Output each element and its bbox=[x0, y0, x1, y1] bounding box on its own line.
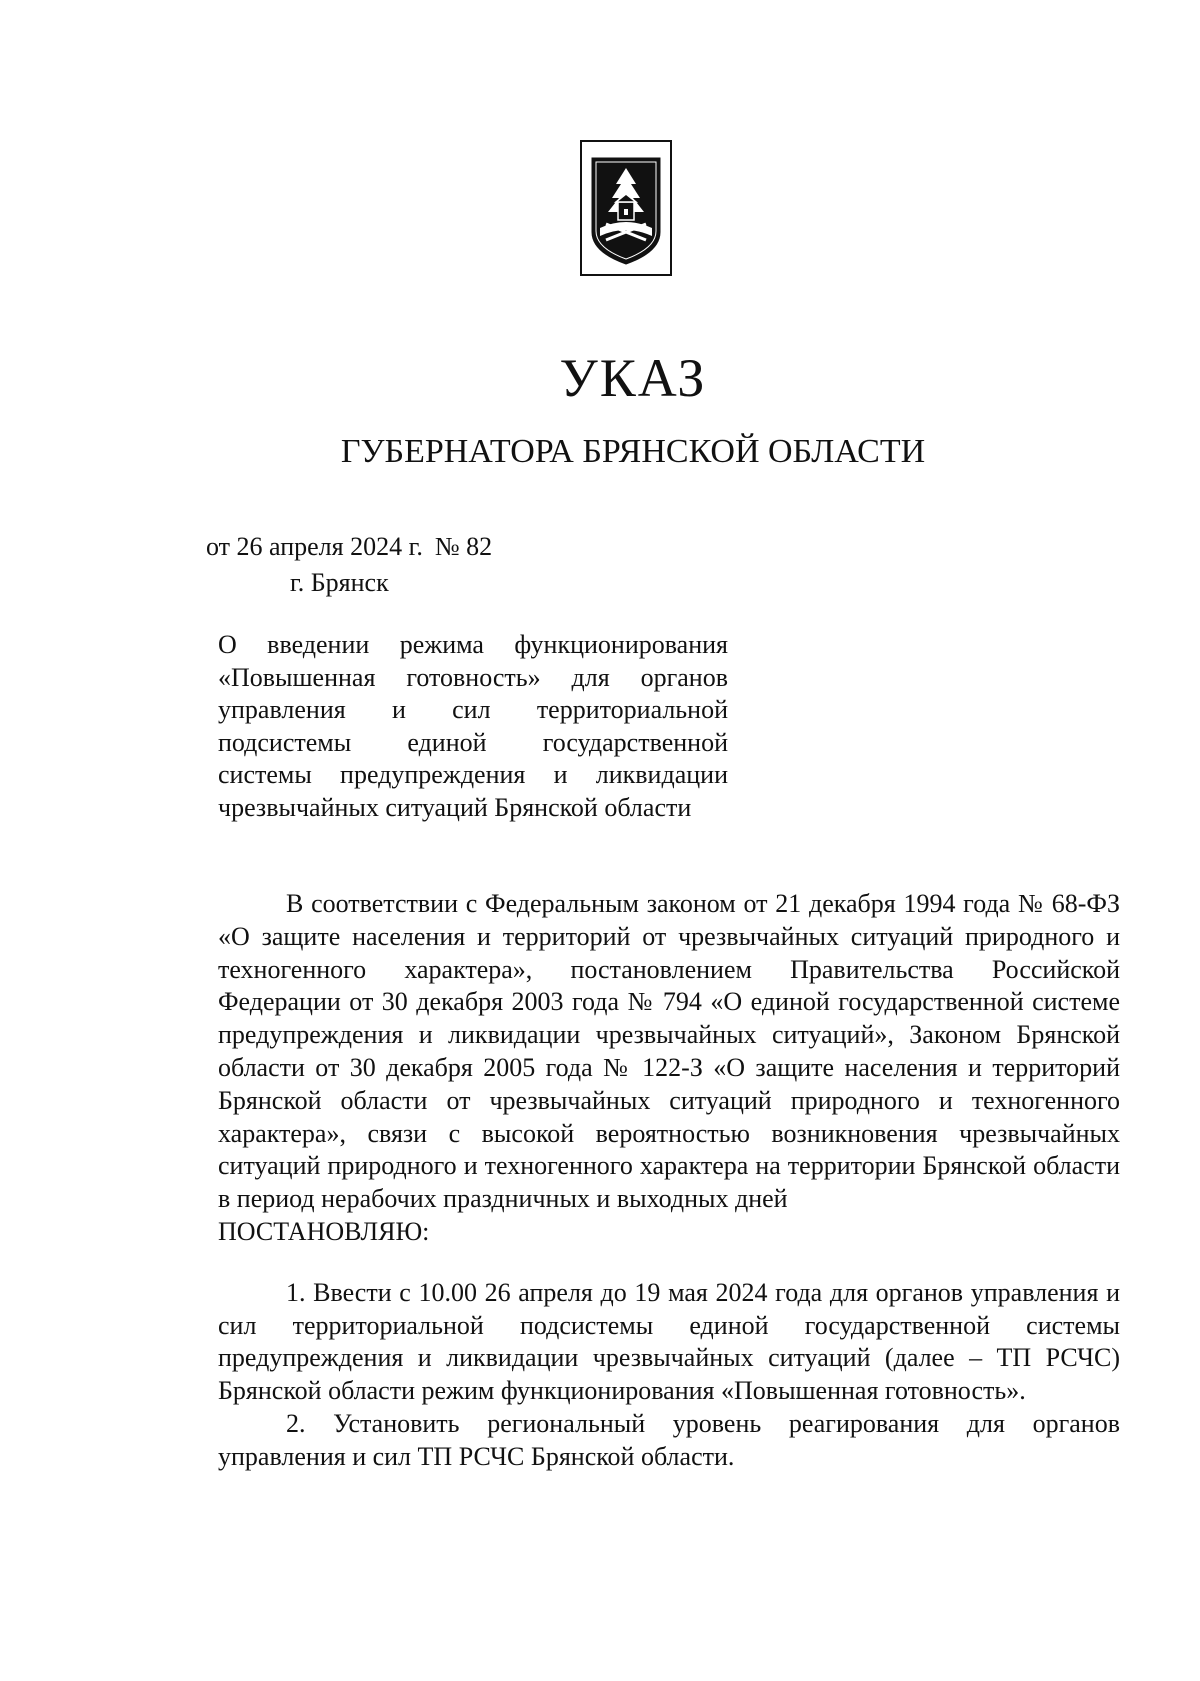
document-date: от 26 апреля 2024 г. bbox=[206, 532, 423, 561]
document-subtitle: ГУБЕРНАТОРА БРЯНСКОЙ ОБЛАСТИ bbox=[340, 433, 926, 470]
document-date-line bbox=[206, 530, 492, 564]
document-number: № 82 bbox=[434, 532, 493, 561]
document-body bbox=[218, 888, 1120, 1474]
bryansk-coat-of-arms-icon bbox=[580, 140, 672, 276]
paragraph-spacer bbox=[218, 1249, 1120, 1277]
document-title: УКАЗ bbox=[559, 348, 707, 408]
document-city: г. Брянск bbox=[290, 568, 389, 597]
preamble-paragraph: В соответствии с Федеральным законом от 21 декабря 1994 года № 68-ФЗ «О защите населения и территорий от чрезвычайных ситуаций природного и техногенного характера», постановлением Правительства Российской Федерации от 30 декабря 2003 года № 794 «О единой государственной системе предупреждения и ликвидации чрезвычайных ситуаций», Законом Брянской области от 30 декабря 2005 года № 122-З «О защите населения и территорий Брянской области от чрезвычайных ситуаций природного и техногенного характера», связи с высокой вероятностью возникновения чрезвычайных ситуаций природного и техногенного характера на территории Брянской области в период нерабочих праздничных и выходных дней bbox=[218, 889, 1120, 1214]
resolve-heading: ПОСТАНОВЛЯЮ: bbox=[218, 1216, 430, 1246]
decree-item-1: 1. Ввести с 10.00 26 апреля до 19 мая 2024 года для органов управления и сил территориальной подсистемы единой государственной системы предупреждения и ликвидации чрезвычайных ситуаций (далее – ТП РСЧС) Брянской области режим функционирования «Повышенная готовность». bbox=[218, 1277, 1120, 1406]
document-subject: О введении режима функционирования «Повышенная готовность» для органов управления и сил территориальной подсистемы единой государственной системы предупреждения и ликвидации чрезвычайных ситуаций Брянской области bbox=[218, 630, 728, 822]
decree-item-2: 2. Установить региональный уровень реагирования для органов управления и сил ТП РСЧС Брянской области. bbox=[218, 1408, 1120, 1471]
